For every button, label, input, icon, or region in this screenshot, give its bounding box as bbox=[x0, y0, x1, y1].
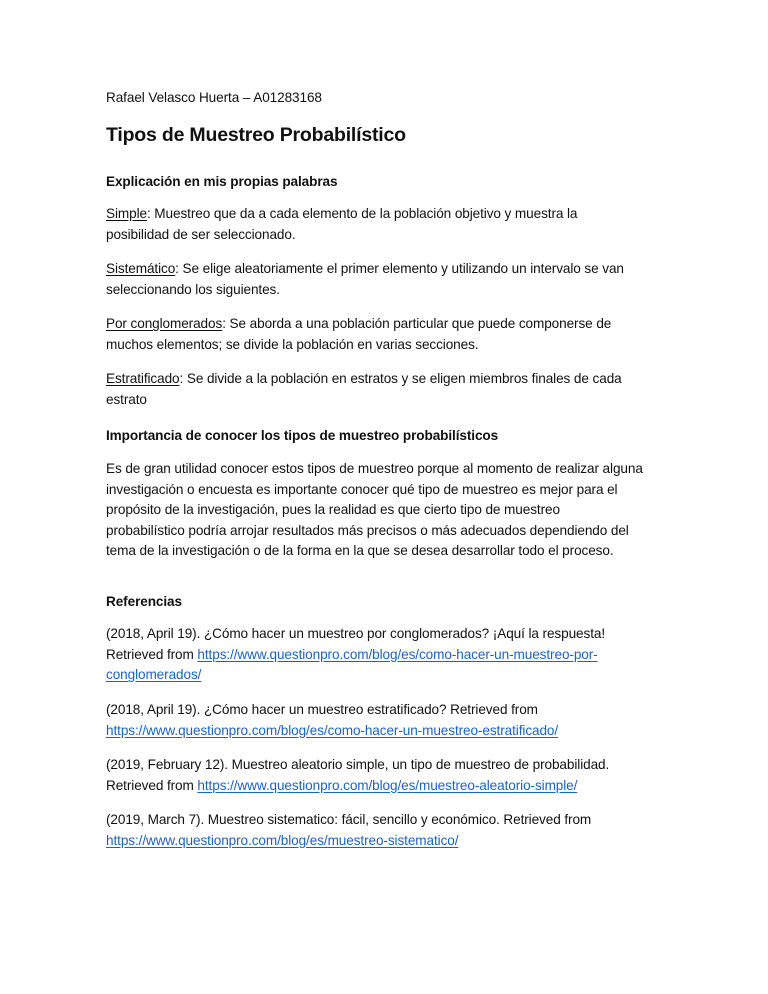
reference-link[interactable]: https://www.questionpro.com/blog/es/muestreo-aleatorio-simple/ bbox=[197, 777, 578, 793]
reference-link[interactable]: https://www.questionpro.com/blog/es/como-hacer-un-muestreo-por- bbox=[197, 646, 598, 662]
definition-text-continued: muchos elementos; se divide la población en varias secciones. bbox=[106, 336, 479, 352]
paragraph-line: investigación o encuesta es importante conocer qué tipo de muestreo es mejor para el bbox=[106, 481, 618, 497]
definition-text: : Se elige aleatoriamente el primer elemento y utilizando un intervalo se van bbox=[175, 261, 624, 276]
reference-text: (2018, April 19). ¿Cómo hacer un muestreo por conglomerados? ¡Aquí la respuesta! bbox=[106, 626, 606, 641]
reference-link[interactable]: https://www.questionpro.com/blog/es/muestreo-sistematico/ bbox=[106, 832, 459, 848]
definition-text: : Muestreo que da a cada elemento de la población objetivo y muestra la bbox=[146, 206, 578, 221]
definition-estratificado bbox=[106, 369, 686, 410]
retrieved-from-label: Retrieved from bbox=[106, 646, 198, 662]
reference-item bbox=[106, 700, 686, 741]
reference-item bbox=[106, 810, 686, 851]
paragraph-line: tema de la investigación o de la forma en la que se desea desarrollar todo el proceso. bbox=[106, 543, 614, 558]
term-estratificado: Estratificado bbox=[106, 371, 180, 386]
definition-text: : Se aborda a una población particular que puede componerse de bbox=[222, 316, 612, 331]
reference-text: (2019, March 7). Muestreo sistematico: fácil, sencillo y económico. Retrieved from bbox=[106, 812, 592, 827]
definition-text-continued: seleccionando los siguientes. bbox=[106, 281, 280, 297]
term-sistematico: Sistemático bbox=[106, 261, 176, 276]
reference-link-continued[interactable]: conglomerados/ bbox=[106, 667, 202, 682]
term-simple: Simple bbox=[106, 206, 147, 221]
term-conglomerados: Por conglomerados bbox=[106, 316, 223, 331]
definition-text-continued: estrato bbox=[106, 391, 147, 407]
paragraph-line: probabilístico podría arrojar resultados más precisos o más adecuados dependiendo del bbox=[106, 522, 629, 538]
reference-item bbox=[106, 624, 686, 686]
section-heading-importance: Importancia de conocer los tipos de muestreo probabilísticos bbox=[106, 428, 499, 443]
definition-text: : Se divide a la población en estratos y se eligen miembros finales de cada bbox=[179, 371, 622, 386]
author-line: Rafael Velasco Huerta – A01283168 bbox=[106, 90, 322, 105]
importance-paragraph bbox=[106, 459, 686, 562]
definition-conglomerados bbox=[106, 314, 686, 355]
paragraph-line: Es de gran utilidad conocer estos tipos de muestreo porque al momento de realizar alguna bbox=[106, 461, 643, 476]
definition-sistematico bbox=[106, 259, 686, 300]
section-heading-explanation: Explicación en mis propias palabras bbox=[106, 174, 338, 189]
retrieved-from-label: Retrieved from bbox=[106, 777, 198, 793]
reference-text: (2018, April 19). ¿Cómo hacer un muestreo estratificado? Retrieved from bbox=[106, 702, 538, 717]
references-heading: Referencias bbox=[106, 594, 182, 609]
definition-text-continued: posibilidad de ser seleccionado. bbox=[106, 226, 296, 242]
page-title: Tipos de Muestreo Probabilístico bbox=[106, 124, 406, 146]
reference-link[interactable]: https://www.questionpro.com/blog/es/como-hacer-un-muestreo-estratificado/ bbox=[106, 722, 559, 738]
definition-simple bbox=[106, 204, 686, 245]
reference-text: (2019, February 12). Muestreo aleatorio simple, un tipo de muestreo de probabilidad. bbox=[106, 757, 610, 772]
reference-item bbox=[106, 755, 686, 796]
paragraph-line: propósito de la investigación, pues la realidad es que cierto tipo de muestreo bbox=[106, 502, 560, 517]
